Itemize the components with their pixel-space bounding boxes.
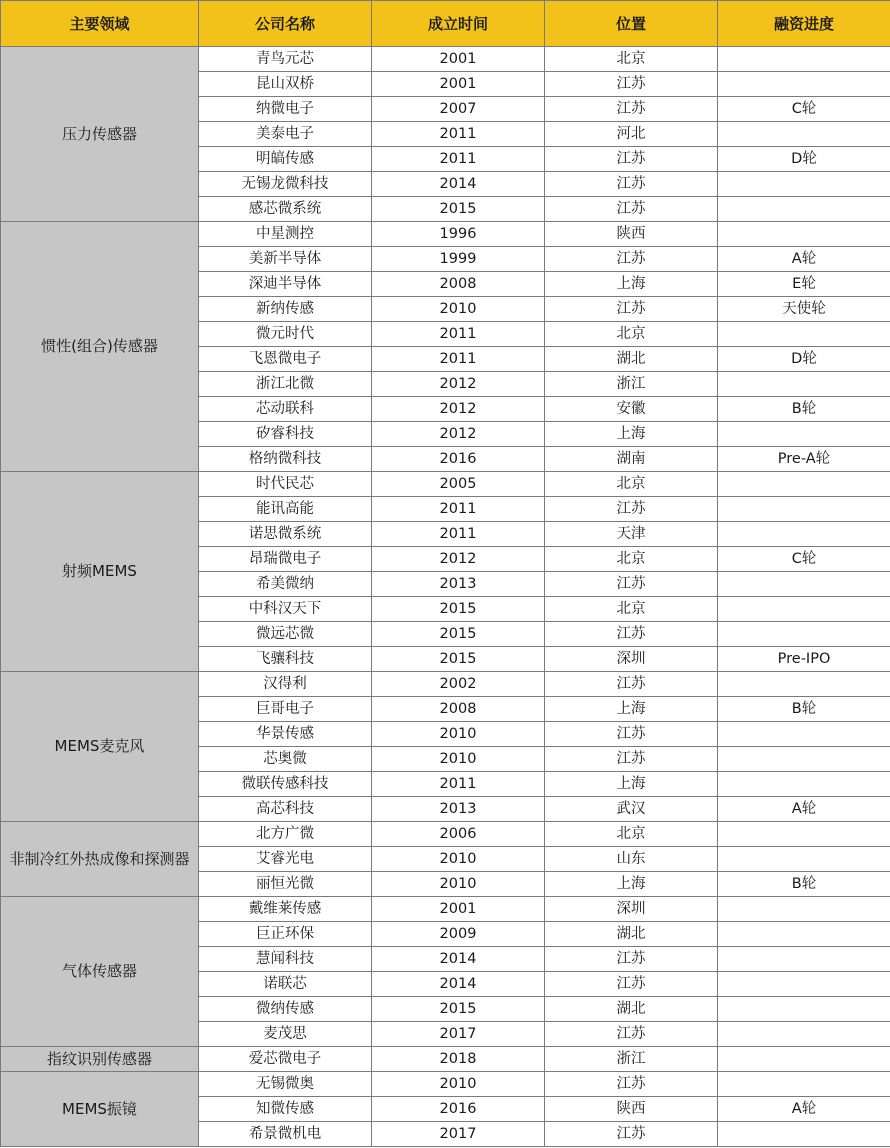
- company-name-cell: 知微传感: [199, 1097, 372, 1122]
- founded-year-cell: 2013: [372, 572, 545, 597]
- funding-stage-cell: [718, 222, 890, 247]
- company-name-cell: 青鸟元芯: [199, 47, 372, 72]
- company-name-cell: 戴维莱传感: [199, 897, 372, 922]
- funding-stage-cell: A轮: [718, 1097, 890, 1122]
- founded-year-cell: 2014: [372, 947, 545, 972]
- founded-year-cell: 1996: [372, 222, 545, 247]
- founded-year-cell: 2011: [372, 322, 545, 347]
- company-name-cell: 华景传感: [199, 722, 372, 747]
- company-name-cell: 微纳传感: [199, 997, 372, 1022]
- funding-stage-cell: B轮: [718, 697, 890, 722]
- funding-stage-cell: [718, 1072, 890, 1097]
- company-name-cell: 艾睿光电: [199, 847, 372, 872]
- founded-year-cell: 2001: [372, 72, 545, 97]
- table-row: [1, 472, 890, 497]
- company-name-cell: 感芯微系统: [199, 197, 372, 222]
- location-cell: 江苏: [545, 147, 718, 172]
- header-company: 公司名称: [199, 1, 372, 47]
- funding-stage-cell: [718, 922, 890, 947]
- founded-year-cell: 2010: [372, 847, 545, 872]
- founded-year-cell: 2011: [372, 522, 545, 547]
- funding-stage-cell: C轮: [718, 547, 890, 572]
- location-cell: 江苏: [545, 247, 718, 272]
- location-cell: 江苏: [545, 97, 718, 122]
- company-name-cell: 无锡龙微科技: [199, 172, 372, 197]
- company-name-cell: 麦茂思: [199, 1022, 372, 1047]
- funding-stage-cell: [718, 672, 890, 697]
- location-cell: 江苏: [545, 1072, 718, 1097]
- company-name-cell: 北方广微: [199, 822, 372, 847]
- founded-year-cell: 2010: [372, 722, 545, 747]
- location-cell: 上海: [545, 872, 718, 897]
- location-cell: 北京: [545, 597, 718, 622]
- location-cell: 上海: [545, 697, 718, 722]
- location-cell: 上海: [545, 772, 718, 797]
- table-row: [1, 1047, 890, 1072]
- funding-stage-cell: C轮: [718, 97, 890, 122]
- funding-stage-cell: [718, 722, 890, 747]
- funding-stage-cell: [718, 422, 890, 447]
- founded-year-cell: 2017: [372, 1022, 545, 1047]
- category-cell: MEMS振镜: [1, 1072, 199, 1147]
- table-row: [1, 822, 890, 847]
- location-cell: 北京: [545, 472, 718, 497]
- founded-year-cell: 2015: [372, 622, 545, 647]
- company-name-cell: 浙江北微: [199, 372, 372, 397]
- location-cell: 深圳: [545, 647, 718, 672]
- category-cell: 惯性(组合)传感器: [1, 222, 199, 472]
- founded-year-cell: 2011: [372, 347, 545, 372]
- company-name-cell: 昆山双桥: [199, 72, 372, 97]
- funding-stage-cell: D轮: [718, 347, 890, 372]
- location-cell: 湖南: [545, 447, 718, 472]
- founded-year-cell: 2018: [372, 1047, 545, 1072]
- company-name-cell: 巨正环保: [199, 922, 372, 947]
- category-cell: 气体传感器: [1, 897, 199, 1047]
- category-cell: 指纹识别传感器: [1, 1047, 199, 1072]
- location-cell: 山东: [545, 847, 718, 872]
- company-name-cell: 美新半导体: [199, 247, 372, 272]
- table-row: [1, 222, 890, 247]
- company-name-cell: 巨哥电子: [199, 697, 372, 722]
- location-cell: 武汉: [545, 797, 718, 822]
- funding-stage-cell: [718, 747, 890, 772]
- company-name-cell: 微元时代: [199, 322, 372, 347]
- founded-year-cell: 2010: [372, 747, 545, 772]
- company-name-cell: 深迪半导体: [199, 272, 372, 297]
- founded-year-cell: 2014: [372, 172, 545, 197]
- funding-stage-cell: [718, 372, 890, 397]
- company-name-cell: 新纳传感: [199, 297, 372, 322]
- table-header: [1, 1, 890, 47]
- company-name-cell: 芯动联科: [199, 397, 372, 422]
- founded-year-cell: 2012: [372, 397, 545, 422]
- location-cell: 江苏: [545, 197, 718, 222]
- company-name-cell: 明皜传感: [199, 147, 372, 172]
- header-location: 位置: [545, 1, 718, 47]
- funding-stage-cell: [718, 497, 890, 522]
- company-name-cell: 中科汉天下: [199, 597, 372, 622]
- company-name-cell: 希美微纳: [199, 572, 372, 597]
- founded-year-cell: 2002: [372, 672, 545, 697]
- category-cell: 压力传感器: [1, 47, 199, 222]
- location-cell: 江苏: [545, 297, 718, 322]
- location-cell: 上海: [545, 272, 718, 297]
- location-cell: 北京: [545, 322, 718, 347]
- founded-year-cell: 1999: [372, 247, 545, 272]
- location-cell: 安徽: [545, 397, 718, 422]
- company-name-cell: 诺思微系统: [199, 522, 372, 547]
- header-field: 主要领域: [1, 1, 199, 47]
- funding-stage-cell: [718, 522, 890, 547]
- company-name-cell: 矽睿科技: [199, 422, 372, 447]
- funding-stage-cell: [718, 847, 890, 872]
- funding-stage-cell: [718, 122, 890, 147]
- header-founded: 成立时间: [372, 1, 545, 47]
- location-cell: 湖北: [545, 922, 718, 947]
- company-name-cell: 格纳微科技: [199, 447, 372, 472]
- founded-year-cell: 2006: [372, 822, 545, 847]
- founded-year-cell: 2016: [372, 1097, 545, 1122]
- founded-year-cell: 2013: [372, 797, 545, 822]
- funding-stage-cell: A轮: [718, 797, 890, 822]
- company-name-cell: 爱芯微电子: [199, 1047, 372, 1072]
- funding-stage-cell: [718, 997, 890, 1022]
- funding-stage-cell: [718, 322, 890, 347]
- location-cell: 江苏: [545, 747, 718, 772]
- company-name-cell: 昂瑞微电子: [199, 547, 372, 572]
- funding-stage-cell: [718, 822, 890, 847]
- company-name-cell: 时代民芯: [199, 472, 372, 497]
- founded-year-cell: 2017: [372, 1122, 545, 1147]
- company-name-cell: 美泰电子: [199, 122, 372, 147]
- funding-stage-cell: 天使轮: [718, 297, 890, 322]
- location-cell: 上海: [545, 422, 718, 447]
- funding-stage-cell: [718, 972, 890, 997]
- table-row: [1, 897, 890, 922]
- location-cell: 陕西: [545, 1097, 718, 1122]
- company-name-cell: 丽恒光微: [199, 872, 372, 897]
- founded-year-cell: 2010: [372, 872, 545, 897]
- location-cell: 河北: [545, 122, 718, 147]
- location-cell: 江苏: [545, 722, 718, 747]
- funding-stage-cell: Pre-IPO: [718, 647, 890, 672]
- funding-stage-cell: [718, 1047, 890, 1072]
- founded-year-cell: 2011: [372, 122, 545, 147]
- company-name-cell: 微联传感科技: [199, 772, 372, 797]
- location-cell: 江苏: [545, 172, 718, 197]
- location-cell: 湖北: [545, 347, 718, 372]
- founded-year-cell: 2011: [372, 147, 545, 172]
- funding-stage-cell: [718, 947, 890, 972]
- founded-year-cell: 2014: [372, 972, 545, 997]
- company-name-cell: 中星测控: [199, 222, 372, 247]
- category-cell: 射频MEMS: [1, 472, 199, 672]
- location-cell: 深圳: [545, 897, 718, 922]
- funding-stage-cell: [718, 172, 890, 197]
- category-cell: 非制冷红外热成像和探测器: [1, 822, 199, 897]
- funding-stage-cell: [718, 47, 890, 72]
- location-cell: 江苏: [545, 497, 718, 522]
- company-name-cell: 纳微电子: [199, 97, 372, 122]
- founded-year-cell: 2001: [372, 897, 545, 922]
- funding-stage-cell: [718, 472, 890, 497]
- company-name-cell: 高芯科技: [199, 797, 372, 822]
- company-name-cell: 微远芯微: [199, 622, 372, 647]
- founded-year-cell: 2008: [372, 697, 545, 722]
- location-cell: 浙江: [545, 1047, 718, 1072]
- funding-stage-cell: A轮: [718, 247, 890, 272]
- company-name-cell: 希景微机电: [199, 1122, 372, 1147]
- location-cell: 江苏: [545, 672, 718, 697]
- table-row: [1, 47, 890, 72]
- funding-stage-cell: B轮: [718, 397, 890, 422]
- founded-year-cell: 2001: [372, 47, 545, 72]
- funding-stage-cell: [718, 572, 890, 597]
- funding-stage-cell: [718, 72, 890, 97]
- company-name-cell: 飞恩微电子: [199, 347, 372, 372]
- funding-stage-cell: E轮: [718, 272, 890, 297]
- funding-stage-cell: [718, 1122, 890, 1147]
- founded-year-cell: 2010: [372, 297, 545, 322]
- table-body: [1, 47, 890, 1147]
- founded-year-cell: 2015: [372, 647, 545, 672]
- founded-year-cell: 2007: [372, 97, 545, 122]
- founded-year-cell: 2009: [372, 922, 545, 947]
- location-cell: 北京: [545, 547, 718, 572]
- funding-stage-cell: [718, 622, 890, 647]
- company-name-cell: 芯奥微: [199, 747, 372, 772]
- location-cell: 天津: [545, 522, 718, 547]
- funding-stage-cell: [718, 197, 890, 222]
- company-name-cell: 诺联芯: [199, 972, 372, 997]
- header-row: [1, 1, 890, 47]
- founded-year-cell: 2015: [372, 597, 545, 622]
- funding-stage-cell: Pre-A轮: [718, 447, 890, 472]
- founded-year-cell: 2012: [372, 422, 545, 447]
- table-row: [1, 672, 890, 697]
- founded-year-cell: 2011: [372, 772, 545, 797]
- location-cell: 江苏: [545, 972, 718, 997]
- location-cell: 江苏: [545, 1122, 718, 1147]
- funding-stage-cell: D轮: [718, 147, 890, 172]
- location-cell: 北京: [545, 822, 718, 847]
- header-funding: 融资进度: [718, 1, 890, 47]
- founded-year-cell: 2011: [372, 497, 545, 522]
- founded-year-cell: 2012: [372, 547, 545, 572]
- founded-year-cell: 2010: [372, 1072, 545, 1097]
- location-cell: 浙江: [545, 372, 718, 397]
- founded-year-cell: 2008: [372, 272, 545, 297]
- funding-stage-cell: [718, 772, 890, 797]
- funding-stage-cell: [718, 897, 890, 922]
- company-name-cell: 无锡微奥: [199, 1072, 372, 1097]
- funding-stage-cell: B轮: [718, 872, 890, 897]
- funding-stage-cell: [718, 1022, 890, 1047]
- company-name-cell: 慧闻科技: [199, 947, 372, 972]
- founded-year-cell: 2015: [372, 997, 545, 1022]
- location-cell: 江苏: [545, 572, 718, 597]
- funding-stage-cell: [718, 597, 890, 622]
- location-cell: 湖北: [545, 997, 718, 1022]
- founded-year-cell: 2012: [372, 372, 545, 397]
- company-name-cell: 飞骧科技: [199, 647, 372, 672]
- location-cell: 江苏: [545, 72, 718, 97]
- location-cell: 北京: [545, 47, 718, 72]
- founded-year-cell: 2005: [372, 472, 545, 497]
- location-cell: 江苏: [545, 947, 718, 972]
- location-cell: 江苏: [545, 622, 718, 647]
- location-cell: 陕西: [545, 222, 718, 247]
- founded-year-cell: 2016: [372, 447, 545, 472]
- table-row: [1, 1072, 890, 1097]
- category-cell: MEMS麦克风: [1, 672, 199, 822]
- company-name-cell: 汉得利: [199, 672, 372, 697]
- founded-year-cell: 2015: [372, 197, 545, 222]
- company-name-cell: 能讯高能: [199, 497, 372, 522]
- location-cell: 江苏: [545, 1022, 718, 1047]
